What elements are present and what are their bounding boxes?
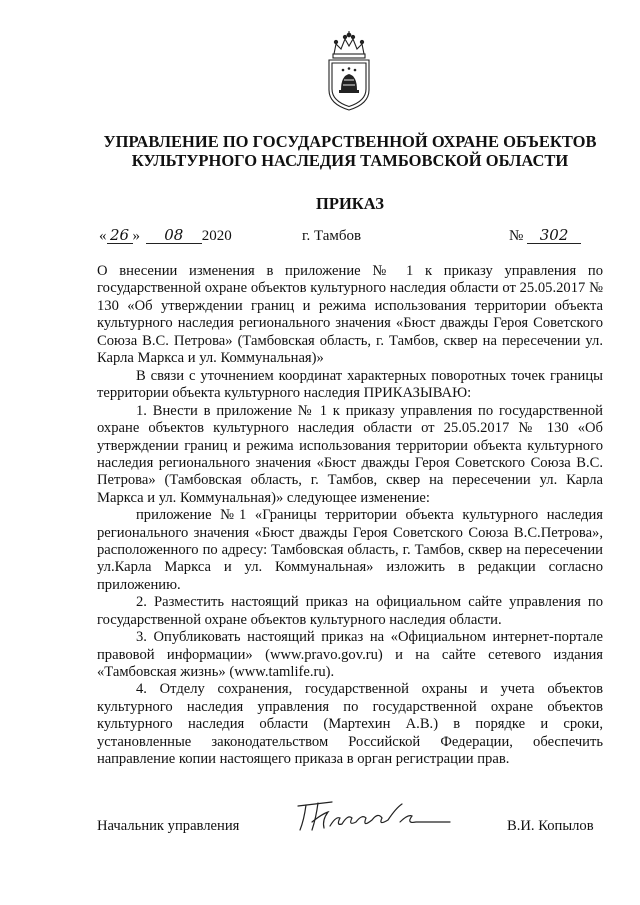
number-label: № [509, 228, 524, 244]
coat-of-arms-icon [326, 30, 372, 112]
date-day: 26 [107, 228, 133, 244]
signatory-name: В.И. Копылов [507, 818, 594, 834]
item-1-detail-paragraph: приложение №1 «Границы территории объекта культурного наследия регионального значения «Бюст дважды Героя Советского Союза В.С.Петрова», расположенного по адресу: Тамбовская область, г. Тамбов, сквер на пересечении ул.Карла Маркса и ул. Коммунальная» изложить в редакции согласно приложению. [97, 507, 603, 593]
preamble-paragraph: В связи с уточнением координат характерных поворотных точек границы территории объекта культурного наследия ПРИКАЗЫВАЮ: [97, 368, 603, 402]
item-1-paragraph: 1. Внести в приложение № 1 к приказу управления по государственной охране объектов культурного наследия области от 25.05.2017 № 130 «Об утверждении границ и режима использования территории объекта культурного наследия регионального значения «Бюст дважды Героя Советского Союза В.С. Петрова» (Тамбовская область, г. Тамбов, сквер на пересечении ул. Карла Маркса и ул. Коммунальная)» следующее изменение: [97, 402, 603, 506]
order-body [97, 368, 603, 768]
order-title [97, 263, 603, 367]
date-month: 08 [146, 228, 202, 244]
date-year: 2020 [201, 228, 232, 244]
order-city: г. Тамбов [302, 228, 362, 244]
organization-name [60, 132, 640, 170]
org-line-2: КУЛЬТУРНОГО НАСЛЕДИЯ ТАМБОВСКОЙ ОБЛАСТИ [131, 151, 569, 170]
item-4-paragraph: 4. Отделу сохранения, государственной охраны и учета объектов культурного наследия управления по государственной охране объектов культурного наследия области (Мартехин А.В.) в порядке и сроки, установленные законодательством Российской Федерации, обеспечить направление копии настоящего приказа в орган регистрации прав. [97, 681, 603, 767]
number-value: 302 [527, 228, 581, 244]
order-number [509, 228, 581, 245]
handwritten-signature-icon [292, 796, 452, 840]
org-line-1: УПРАВЛЕНИЕ ПО ГОСУДАРСТВЕННОЙ ОХРАНЕ ОБЪЕКТОВ [103, 132, 597, 151]
order-date: « 26 » 08 2020 [99, 226, 232, 244]
item-2-paragraph: 2. Разместить настоящий приказ на официальном сайте управления по государственной охране объектов культурного наследия области. [97, 594, 603, 628]
document-type: ПРИКАЗ [316, 194, 384, 213]
title-text: О внесении изменения в приложение № 1 к приказу управления по государственной охране объектов культурного наследия области от 25.05.2017 № 130 «Об утверждении границ и режима использования территории объекта культурного наследия регионального значения «Бюст дважды Героя Советского Союза В.С. Петрова» (Тамбовская область, г. Тамбов, сквер на пересечении ул. Карла Маркса и ул. Коммунальная)» [97, 263, 603, 367]
signatory-position: Начальник управления [97, 818, 240, 834]
item-3-paragraph: 3. Опубликовать настоящий приказ на «Официальном интернет-портале правовой информации» (www.pravo.gov.ru) и на сайте сетевого издания «Тамбовская жизнь» (www.tamlife.ru). [97, 629, 603, 680]
